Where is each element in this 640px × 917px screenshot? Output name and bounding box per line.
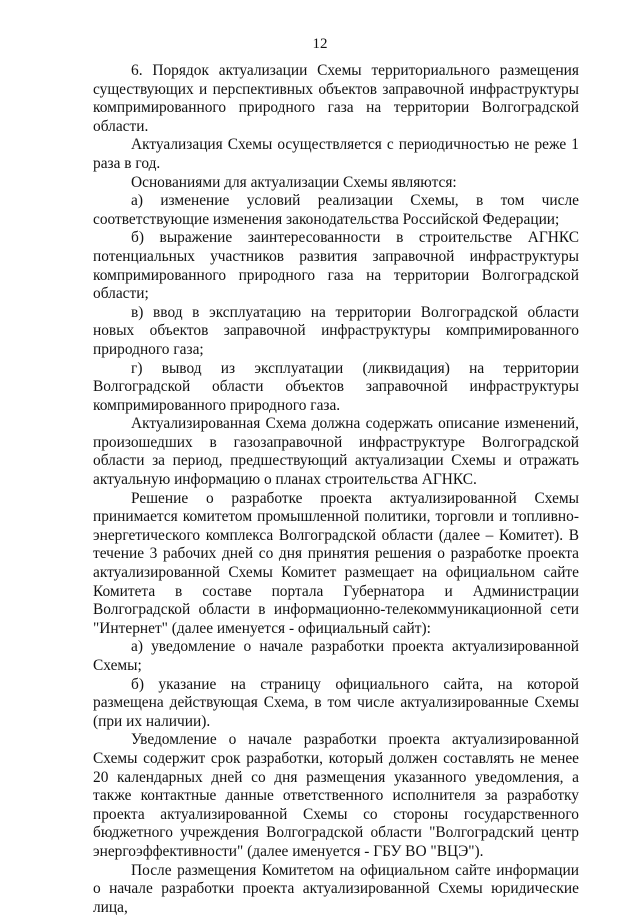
paragraph: После размещения Комитетом на официальном сайте информации о начале разработки проекта актуализированной Схемы юридические лица, bbox=[93, 861, 579, 916]
document-body bbox=[93, 62, 579, 917]
paragraph: Основаниями для актуализации Схемы являются: bbox=[131, 173, 457, 191]
list-item-paragraph: а) изменение условий реализации Схемы, в том числе соответствующие изменения законодательства Российской Федерации; bbox=[93, 192, 579, 228]
section-heading-paragraph: 6. Порядок актуализации Схемы территориального размещения существующих и перспективных объектов заправочной инфраструктуры компримированного природного газа на территории Волгоградской области. bbox=[93, 62, 579, 135]
list-item-paragraph: в) ввод в эксплуатацию на территории Волгоградской области новых объектов заправочной инфраструктуры компримированного природного газа; bbox=[93, 303, 579, 358]
paragraph: Актуализация Схемы осуществляется с периодичностью не реже 1 раза в год. bbox=[93, 136, 579, 172]
paragraph: Решение о разработке проекта актуализированной Схемы принимается комитетом промышленной политики, торговли и топливно-энергетического комплекса Волгоградской области (далее – Комитет). В течение 3 рабочих дней со дня принятия решения о разработке проекта актуализированной Схемы Комитет размещает на официальном сайте Комитета в составе портала Губернатора и Администрации Волгоградской области в информационно-телекоммуникационной сети "Интернет" (далее именуется - официальный сайт): bbox=[93, 489, 579, 637]
page-number: 12 bbox=[312, 36, 328, 52]
list-item-paragraph: а) уведомление о начале разработки проекта актуализированной Схемы; bbox=[93, 638, 579, 674]
list-item-paragraph: б) выражение заинтересованности в строительстве АГНКС потенциальных участников развития заправочной инфраструктуры компримированного природного газа на территории Волгоградской области; bbox=[93, 229, 579, 303]
paragraph: Актуализированная Схема должна содержать описание изменений, произошедших в газозаправочной инфраструктуре Волгоградской области за период, предшествующий актуализации Схемы и отражать актуальную информацию о планах строительства АГНКС. bbox=[93, 415, 579, 489]
paragraph: Уведомление о начале разработки проекта актуализированной Схемы содержит срок разработки, который должен составлять не менее 20 календарных дней со дня размещения указанного уведомления, а также контактные данные ответственного исполнителя за разработку проекта актуализированной Схемы со стороны государственного бюджетного учреждения Волгоградской области "Волгоградский центр энергоэффективности" (далее именуется - ГБУ ВО "ВЦЭ"). bbox=[93, 731, 579, 860]
list-item-paragraph: б) указание на страницу официального сайта, на которой размещена действующая Схема, в том числе актуализированные Схемы (при их наличии). bbox=[93, 675, 579, 730]
list-item-paragraph: г) вывод из эксплуатации (ликвидация) на территории Волгоградской области объектов заправочной инфраструктуры компримированного природного газа. bbox=[93, 359, 579, 414]
